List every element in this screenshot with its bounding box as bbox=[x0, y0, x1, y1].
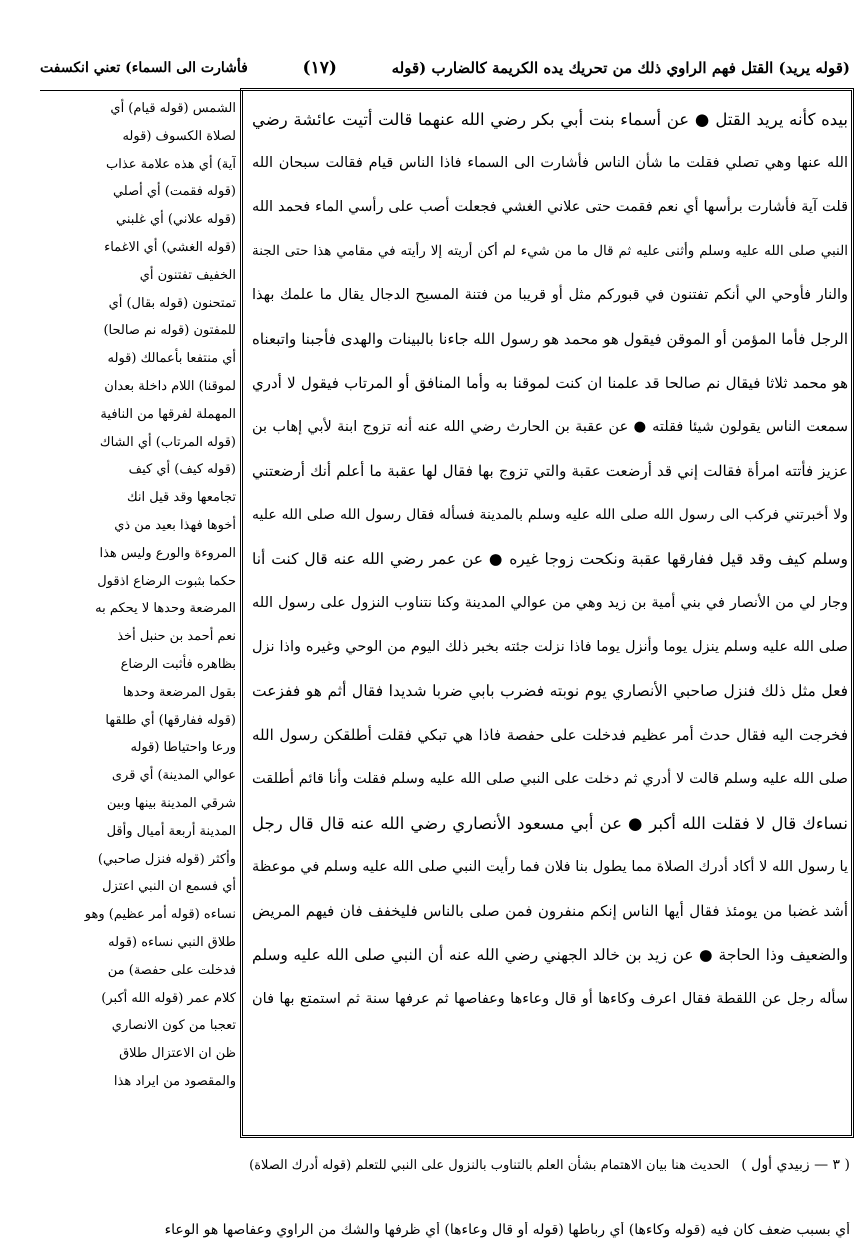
margin-line: تجامعها وقد قيل انك bbox=[126, 490, 236, 506]
text-line: سمعت الناس يقولون شيئا فقلته ● عن عقبة بن الحارث رضي الله عنه أنه تزوج ابنة لأبي إهاب بن bbox=[252, 419, 848, 435]
margin-line: (قوله الغشي) أي الاغماء bbox=[104, 239, 236, 255]
margin-line: نعم أحمد بن حنبل أخذ bbox=[117, 629, 236, 645]
text-line: يا رسول الله لا أكاد أدرك الصلاة مما يطول بنا فلان فما رأيت النبي صلى الله عليه وسلم في موعظة bbox=[252, 859, 848, 875]
text-line: هو محمد ثلاثا فيقال نم صالحا قد علمنا ان كنت لموقنا به وأما المنافق أو المرتاب فيقول لا أدري bbox=[252, 374, 848, 392]
footer-commentary: الحديث هنا بيان الاهتمام بشأن العلم بالتناوب بالنزول على النبي للتعلم (قوله أدرك الصلاة) bbox=[249, 1157, 730, 1173]
text-line: والضعيف وذا الحاجة ● عن زيد بن خالد الجهني رضي الله عنه أن النبي صلى الله عليه وسلم bbox=[252, 946, 848, 964]
margin-line: بقول المرضعة وحدها bbox=[122, 684, 236, 700]
margin-line: (قوله المرتاب) أي الشاك bbox=[99, 434, 236, 450]
bottom-commentary: أي بسبب ضعف كان فيه (قوله وكاءها) أي رباطها (قوله أو قال وعاءها) أي ظرفها والشك من الراوي وعفاصها هو الوعاء bbox=[164, 1222, 850, 1238]
margin-line: فدخلت على حفصة) من bbox=[107, 962, 236, 978]
text-line: النبي صلى الله عليه وسلم وأثنى عليه ثم قال ما من شيء لم أكن أريته إلا رأيته في مقامي هذا حتى الجنة bbox=[252, 243, 848, 259]
text-line: صلى الله عليه وسلم قالت لا أدري ثم دخلت على النبي صلى الله عليه وسلم فقلت وأنا قائم أطلقت bbox=[252, 771, 848, 787]
margin-line: بظاهره فأثبت الرضاع bbox=[120, 656, 236, 672]
margin-line: عوالي المدينة) أي قرى bbox=[111, 768, 236, 784]
margin-line: شرقي المدينة بينها وبين bbox=[106, 795, 236, 811]
text-line: والنار فأوحي الي أنكم تفتنون في قبوركم مثل أو قريبا من فتنة المسيح الدجال يقال ما علمك بهذا bbox=[252, 287, 848, 303]
margin-line: (قوله ففارقها) أي طلقها bbox=[105, 712, 236, 728]
text-line: سأله رجل عن اللقطة فقال اعرف وكاءها أو قال وعاءها وعفاصها ثم عرفها سنة ثم استمتع بها فان bbox=[252, 991, 848, 1007]
margin-line: ظن ان الاعتزال طلاق bbox=[119, 1046, 236, 1062]
main-hadith-text bbox=[252, 98, 848, 1130]
margin-line: أي منتفعا بأعمالك (قوله bbox=[107, 351, 236, 367]
margin-line: ورعا واحتياطا (قوله bbox=[130, 740, 236, 756]
margin-line: لصلاة الكسوف (قوله bbox=[122, 128, 236, 144]
text-line: قلت آية فأشارت برأسها أي نعم فقمت حتى علاني الغشي فجعلت أصب على رأسي الماء فحمد الله bbox=[252, 199, 848, 215]
margin-line: المهملة لفرقها من النافية bbox=[100, 406, 236, 422]
margin-line: للمفتون (قوله نم صالحا) bbox=[103, 323, 236, 339]
text-line: الله عنها وهي تصلي فقلت ما شأن الناس فأشارت الى السماء فاذا الناس قيام فقالت سبحان الله bbox=[252, 155, 848, 171]
margin-line: (قوله فقمت) أي أصلي bbox=[112, 184, 236, 200]
header-commentary-right: (قوله يريد) القتل فهم الراوي ذلك من تحريك يده الكريمة كالضارب (قوله bbox=[391, 59, 850, 77]
margin-line: (قوله علاني) أي غلبني bbox=[116, 212, 236, 228]
margin-line: تعجبا من كون الانصاري bbox=[111, 1018, 236, 1034]
page-number: (١٧) bbox=[302, 58, 337, 78]
margin-line: طلاق النبي نساءه (قوله bbox=[108, 934, 236, 950]
margin-line: أي فسمع ان النبي اعتزل bbox=[102, 879, 236, 895]
margin-line: تمتحنون (قوله بقال) أي bbox=[108, 295, 236, 311]
signature-mark: ( ٣ — زبيدي أول ) bbox=[741, 1157, 850, 1173]
margin-line: حكما بثبوت الرضاع اذقول bbox=[97, 573, 236, 589]
text-line: وسلم كيف وقد قيل ففارقها عقبة ونكحت زوجا غيره ● عن عمر رضي الله عنه قال كنت أنا bbox=[252, 550, 848, 568]
margin-line: الشمس (قوله قيام) أي bbox=[110, 101, 236, 116]
text-line: أشد غضبا من يومئذ فقال أيها الناس إنكم منفرون فمن صلى بالناس فليخفف فان فيهم المريض bbox=[252, 902, 848, 920]
margin-line: المدينة أربعة أميال وأقل bbox=[106, 823, 236, 839]
margin-line: المرضعة وحدها لا يحكم به bbox=[95, 601, 236, 617]
text-line: نساءك قال لا فقلت الله أكبر ● عن أبي مسعود الأنصاري رضي الله عنه قال قال رجل bbox=[252, 814, 848, 833]
page-header bbox=[40, 48, 850, 88]
margin-line: والمقصود من ايراد هذا bbox=[113, 1073, 236, 1089]
margin-line: كلام عمر (قوله الله أكبر) bbox=[101, 990, 236, 1006]
margin-line: نساءه (قوله أمر عظيم) وهو bbox=[84, 907, 236, 923]
margin-commentary bbox=[40, 95, 236, 1105]
text-line: بيده كأنه يريد القتل ● عن أسماء بنت أبي بكر رضي الله عنهما قالت أتيت عائشة رضي bbox=[252, 110, 848, 129]
text-line: فخرجت اليه فقال حدث أمر عظيم فدخلت على حفصة فاذا هي تبكي فقلت أطلقكن رسول الله bbox=[252, 726, 848, 744]
text-line: الرجل فأما المؤمن أو الموقن فيقول هو محمد هو رسول الله جاءنا بالبينات والهدى فأجبنا واتبعناه bbox=[252, 330, 848, 348]
header-commentary-left: فأشارت الى السماء) تعني انكسفت bbox=[40, 60, 248, 76]
footer-line bbox=[160, 1150, 850, 1180]
margin-line: وأكثر (قوله فنزل صاحبي) bbox=[97, 851, 236, 867]
margin-line: لموقنا) اللام داخلة بعدان bbox=[104, 378, 236, 394]
margin-line: أخوها فهذا بعيد من ذي bbox=[114, 517, 236, 533]
margin-line: آية) أي هذه علامة عذاب bbox=[106, 156, 236, 172]
margin-line: المروءة والورع وليس هذا bbox=[99, 545, 236, 561]
text-line: صلى الله عليه وسلم ينزل يوما وأنزل يوما فاذا نزلت جئته بخبر ذلك اليوم من الوحي وغيره واذا نزل bbox=[252, 639, 848, 655]
text-line: وجار لي من الأنصار في بني أمية بن زيد وهي من عوالي المدينة وكنا نتناوب النزول على رسول الله bbox=[252, 595, 848, 611]
text-line: عزيز فأتته امرأة فقالت إني قد أرضعت عقبة والتي تزوج بها فقال لها عقبة ما أعلم أنك أرضعتني bbox=[252, 462, 848, 480]
text-line: ولا أخبرتني فركب الى رسول الله صلى الله عليه وسلم بالمدينة فسأله فقال رسول الله صلى الله عليه bbox=[252, 507, 848, 523]
margin-line: (قوله كيف) أي كيف bbox=[128, 462, 236, 478]
margin-line: الخفيف تفتنون أي bbox=[139, 267, 236, 283]
text-line: فعل مثل ذلك فنزل صاحبي الأنصاري يوم نوبته فضرب بابي ضربا شديدا فقال أثم هو ففزعت bbox=[252, 682, 848, 700]
